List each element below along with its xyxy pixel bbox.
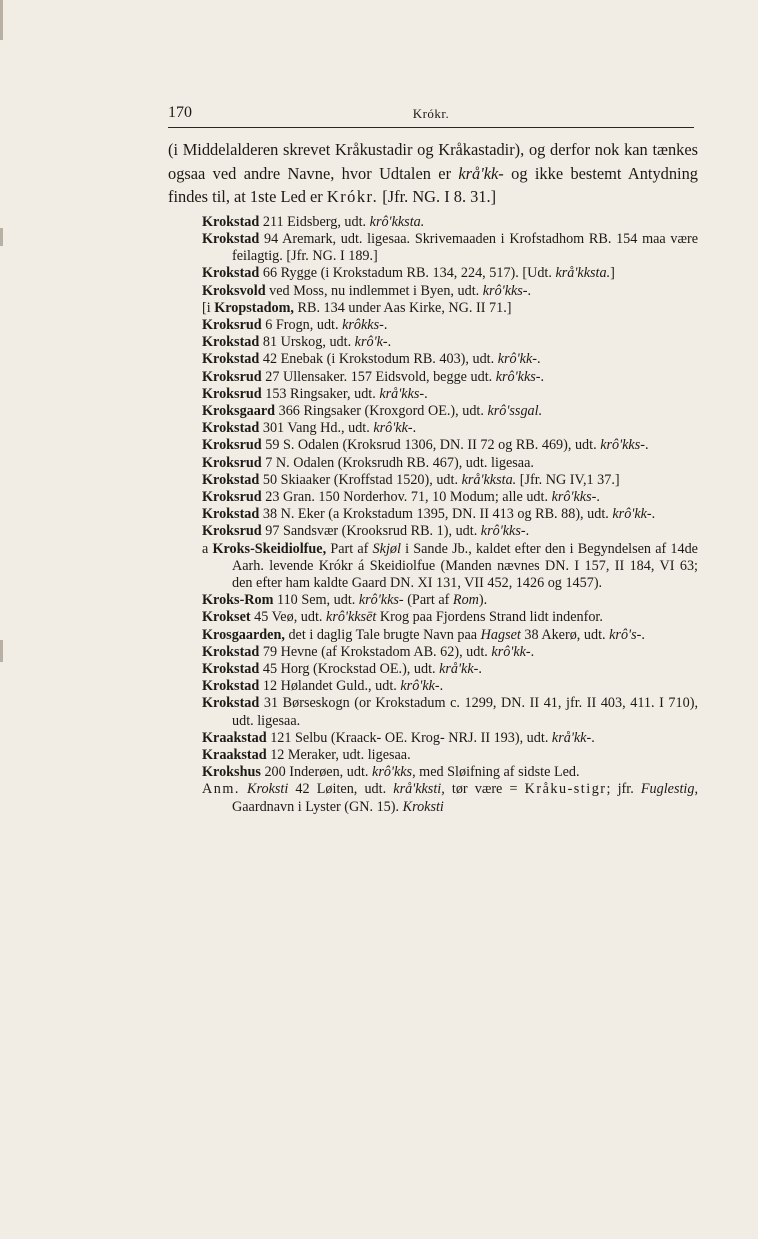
entry-text: 66 Rygge (i Krokstadum RB. 134, 224, 517). [Udt.	[259, 265, 556, 282]
entry-text: a	[202, 540, 213, 557]
dictionary-entry	[202, 351, 698, 368]
entry-text: .	[641, 626, 645, 643]
entry-list	[202, 214, 698, 816]
entry-text: .	[383, 317, 388, 333]
entry-text: .	[530, 643, 535, 660]
entry-text: 45 Veø, udt.	[250, 609, 327, 626]
entry-text: , tør være =	[441, 781, 525, 798]
headword: Krokstad	[202, 643, 260, 660]
entry-text: [Jfr. NG. I 8. 31.]	[378, 187, 497, 207]
headword: Kroksgaard	[202, 403, 276, 420]
entry-text: 97 Sandsvær (Krooksrud RB. 1), udt.	[261, 523, 481, 540]
entry-text: Krókr.	[326, 187, 379, 207]
entry-text: [i	[202, 299, 215, 316]
dictionary-entry	[202, 644, 698, 661]
scan-edge-mark	[0, 228, 3, 246]
pronunciation-text: krô'kks-	[551, 489, 597, 506]
entry-text: , Gaardnavn i Lyster (GN. 15).	[232, 781, 698, 815]
dictionary-entry	[202, 334, 698, 351]
pronunciation-text: krô'kks-	[495, 368, 541, 385]
pronunciation-text: krô'kks-	[600, 437, 645, 454]
pronunciation-text: krå'kks-	[379, 385, 425, 402]
pronunciation-text: krô'kksēt	[326, 609, 377, 626]
dictionary-entry	[202, 747, 698, 764]
dictionary-entry	[202, 231, 698, 265]
dictionary-entry	[202, 506, 698, 523]
headword: Kroksrud	[202, 317, 262, 333]
pronunciation-text: Kroksti	[402, 798, 444, 815]
entry-text: .	[596, 489, 600, 506]
dictionary-entry	[202, 265, 698, 282]
pronunciation-text: krô'ssgal.	[487, 403, 543, 420]
headword: Kroksvold	[202, 282, 266, 299]
entry-text: RB. 134 under Aas Kirke, NG. II 71.]	[293, 299, 512, 316]
entry-text: 23 Gran. 150 Norderhov. 71, 10 Modum; alle udt.	[261, 489, 552, 506]
entry-text: .	[527, 282, 532, 299]
pronunciation-text: krô'k-	[354, 334, 388, 351]
entry-text: 31 Børseskogn (or Krokstadum c. 1299, DN. II 41, jfr. II 403, 411. I 710), udt. ligesaa.	[232, 695, 698, 729]
running-head: Krókr.	[412, 106, 450, 121]
pronunciation-text: Fuglestig	[640, 781, 695, 798]
entry-text: (Part af	[403, 592, 453, 609]
entry-text: .	[591, 729, 595, 746]
entry-text: ; jfr.	[606, 781, 641, 798]
entry-text: .	[644, 437, 649, 454]
pronunciation-text: krå'kk-	[551, 729, 592, 746]
pronunciation-text: krô'kks	[372, 764, 413, 781]
headword: Kroksrud	[202, 523, 262, 540]
dictionary-entry	[202, 214, 698, 231]
headword: Krokstad	[202, 695, 260, 712]
pronunciation-text: krå'kk-	[439, 661, 479, 678]
intro-paragraph	[168, 138, 698, 209]
headword: Krokstad	[202, 334, 260, 351]
page-body	[168, 138, 698, 816]
dictionary-entry	[202, 541, 698, 593]
entry-text: 38 Akerø, udt.	[520, 626, 610, 643]
dictionary-entry	[202, 764, 698, 781]
pronunciation-text: krô'kk-	[400, 678, 440, 695]
headword: Krosgaarden,	[202, 626, 285, 643]
dictionary-entry	[202, 661, 698, 678]
dictionary-entry	[202, 609, 698, 626]
headword: Kroksrud	[202, 437, 262, 454]
entry-text: 94 Aremark, udt. ligesaa. Skrivemaaden i Krofstadhom RB. 154 maa være feilagtig. [Jfr. NG. I 189.]	[232, 230, 698, 265]
entry-text: 7 N. Odalen (Kroksrudh RB. 467), udt. ligesaa.	[261, 454, 534, 471]
headword: Krokstad	[202, 661, 260, 678]
dictionary-entry	[202, 455, 698, 472]
dictionary-entry	[202, 627, 698, 644]
headword: Kropstadom,	[214, 299, 294, 316]
headword: Krokstad	[202, 351, 260, 368]
entry-text: Krog paa Fjordens Strand lidt indenfor.	[376, 609, 603, 626]
scan-edge-mark	[0, 0, 3, 40]
entry-text: ved Moss, nu indlemmet i Byen, udt.	[265, 282, 483, 299]
entry-text: 153 Ringsaker, udt.	[261, 385, 380, 402]
headword: Krokset	[202, 609, 251, 626]
entry-text: Part af	[326, 540, 373, 557]
entry-text: 42 Løiten, udt.	[288, 781, 394, 798]
pronunciation-text: krôkks-	[342, 317, 384, 333]
page-header	[168, 104, 694, 130]
headword: Kraakstad	[202, 747, 267, 764]
dictionary-entry	[202, 386, 698, 403]
dictionary-entry	[202, 592, 698, 609]
pronunciation-text: krô'kks-	[480, 523, 526, 540]
page-number: 170	[168, 104, 192, 121]
entry-text	[240, 781, 247, 797]
dictionary-entry	[202, 437, 698, 454]
headword: Kroksrud	[202, 454, 262, 471]
entry-text: 59 S. Odalen (Kroksrud 1306, DN. II 72 og RB. 469), udt.	[261, 437, 601, 454]
pronunciation-text: krô'kks-	[482, 282, 528, 299]
entry-text: 42 Enebak (i Krokstodum RB. 403), udt.	[259, 351, 498, 368]
entry-text: i Sande Jb., kaldet efter den i Begyndelsen af 14de Aarh. levende Krókr á Skeidiolfue (Manden nævnes DN. I 157, II 184, VI 63; den efter ham kaldte Gaard DN. XI 131, VII 452, 1426 og 1457).	[232, 540, 698, 592]
headword: Kroksrud	[202, 385, 262, 402]
header-rule	[168, 127, 694, 128]
dictionary-entry	[202, 781, 698, 815]
dictionary-entry	[202, 300, 698, 317]
headword: Krokstad	[202, 213, 260, 230]
entry-text: .	[651, 506, 656, 523]
entry-text: 12 Meraker, udt. ligesaa.	[266, 747, 411, 764]
entry-text: Kråku-stigr	[524, 781, 607, 798]
entry-text: .	[387, 334, 392, 351]
pronunciation-text: krå'kk-	[458, 163, 504, 183]
entry-text: 79 Hevne (af Krokstadom AB. 62), udt.	[259, 643, 492, 660]
dictionary-entry	[202, 678, 698, 695]
pronunciation-text: krô's-	[609, 626, 642, 643]
scan-edge-mark	[0, 640, 3, 662]
pronunciation-text: Hagset	[480, 626, 521, 643]
entry-text: 38 N. Eker (a Krokstadum 1395, DN. II 413 og RB. 88), udt.	[259, 506, 613, 523]
headword: Kraakstad	[202, 729, 267, 746]
dictionary-entry	[202, 489, 698, 506]
dictionary-entry	[202, 472, 698, 489]
dictionary-entry	[202, 420, 698, 437]
entry-text: (i Middelalderen skrevet Kråkustadir og Kråkastadir), og derfor nok kan tænkes ogsaa ved andre Navne, hvor Udtalen er	[168, 140, 698, 183]
entry-text: 211 Eidsberg, udt.	[259, 213, 370, 230]
entry-text: ).	[478, 592, 488, 609]
pronunciation-text: krô'kk-	[373, 420, 413, 437]
dictionary-entry	[202, 369, 698, 386]
entry-text: .	[540, 368, 545, 385]
pronunciation-text: krô'kk-	[491, 643, 531, 660]
headword: Krokstad	[202, 506, 260, 523]
entry-text: 6 Frogn, udt.	[261, 317, 343, 333]
pronunciation-text: krô'kk-	[612, 506, 652, 523]
entry-text: 121 Selbu (Kraack- OE. Krog- NRJ. II 193), udt.	[266, 729, 552, 746]
headword: Kroksrud	[202, 489, 262, 506]
dictionary-entry	[202, 317, 698, 334]
pronunciation-text: krô'kks-	[358, 592, 404, 609]
headword: Krokstad	[202, 265, 260, 282]
entry-text: 12 Hølandet Guld., udt.	[259, 678, 401, 695]
entry-text: .	[412, 420, 417, 437]
entry-text: 27 Ullensaker. 157 Eidsvold, begge udt.	[261, 368, 496, 385]
pronunciation-text: krå'kksti	[393, 781, 442, 798]
entry-text: 301 Vang Hd., udt.	[259, 420, 374, 437]
entry-text: .	[525, 523, 530, 540]
dictionary-entry	[202, 523, 698, 540]
entry-text: .	[424, 385, 428, 402]
pronunciation-text: Skjøl	[372, 540, 401, 557]
headword: Kroks-Rom	[202, 592, 274, 609]
pronunciation-text: krå'kksta.	[461, 471, 517, 488]
entry-text: 200 Inderøen, udt.	[260, 764, 373, 781]
pronunciation-text: krå'kksta.	[555, 265, 611, 282]
entry-text: 366 Ringsaker (Kroxgord OE.), udt.	[275, 403, 488, 420]
headword: Krokstad	[202, 471, 260, 488]
dictionary-entry	[202, 695, 698, 729]
pronunciation-text: krô'kk-	[497, 351, 537, 368]
entry-text: ]	[610, 265, 615, 282]
headword: Krokshus	[202, 764, 261, 781]
entry-text: 45 Horg (Krockstad OE.), udt.	[259, 661, 440, 678]
entry-text: og ikke bestemt Antydning findes til, at 1ste Led er	[168, 163, 698, 207]
entry-text: , med Sløifning af sidste Led.	[412, 764, 580, 781]
headword: Krokstad	[202, 230, 260, 247]
headword: Kroksrud	[202, 368, 262, 385]
entry-text: 50 Skiaaker (Kroffstad 1520), udt.	[259, 471, 462, 488]
headword: Krokstad	[202, 420, 260, 437]
entry-text: 81 Urskog, udt.	[259, 334, 355, 351]
dictionary-entry	[202, 283, 698, 300]
entry-text: det i daglig Tale brugte Navn paa	[284, 626, 481, 643]
entry-text: .	[439, 678, 444, 695]
entry-text: Anm.	[202, 781, 240, 798]
entry-text: [Jfr. NG IV,1 37.]	[516, 471, 620, 488]
entry-text: .	[536, 351, 541, 368]
headword: Krokstad	[202, 678, 260, 695]
dictionary-entry	[202, 730, 698, 747]
pronunciation-text: Rom	[452, 592, 479, 609]
entry-text: 110 Sem, udt.	[273, 592, 359, 609]
dictionary-entry	[202, 403, 698, 420]
headword: Kroks-Skeidiolfue,	[212, 540, 327, 557]
entry-text: .	[478, 661, 482, 678]
pronunciation-text: krô'kksta.	[369, 213, 425, 230]
pronunciation-text: Kroksti	[247, 781, 289, 798]
